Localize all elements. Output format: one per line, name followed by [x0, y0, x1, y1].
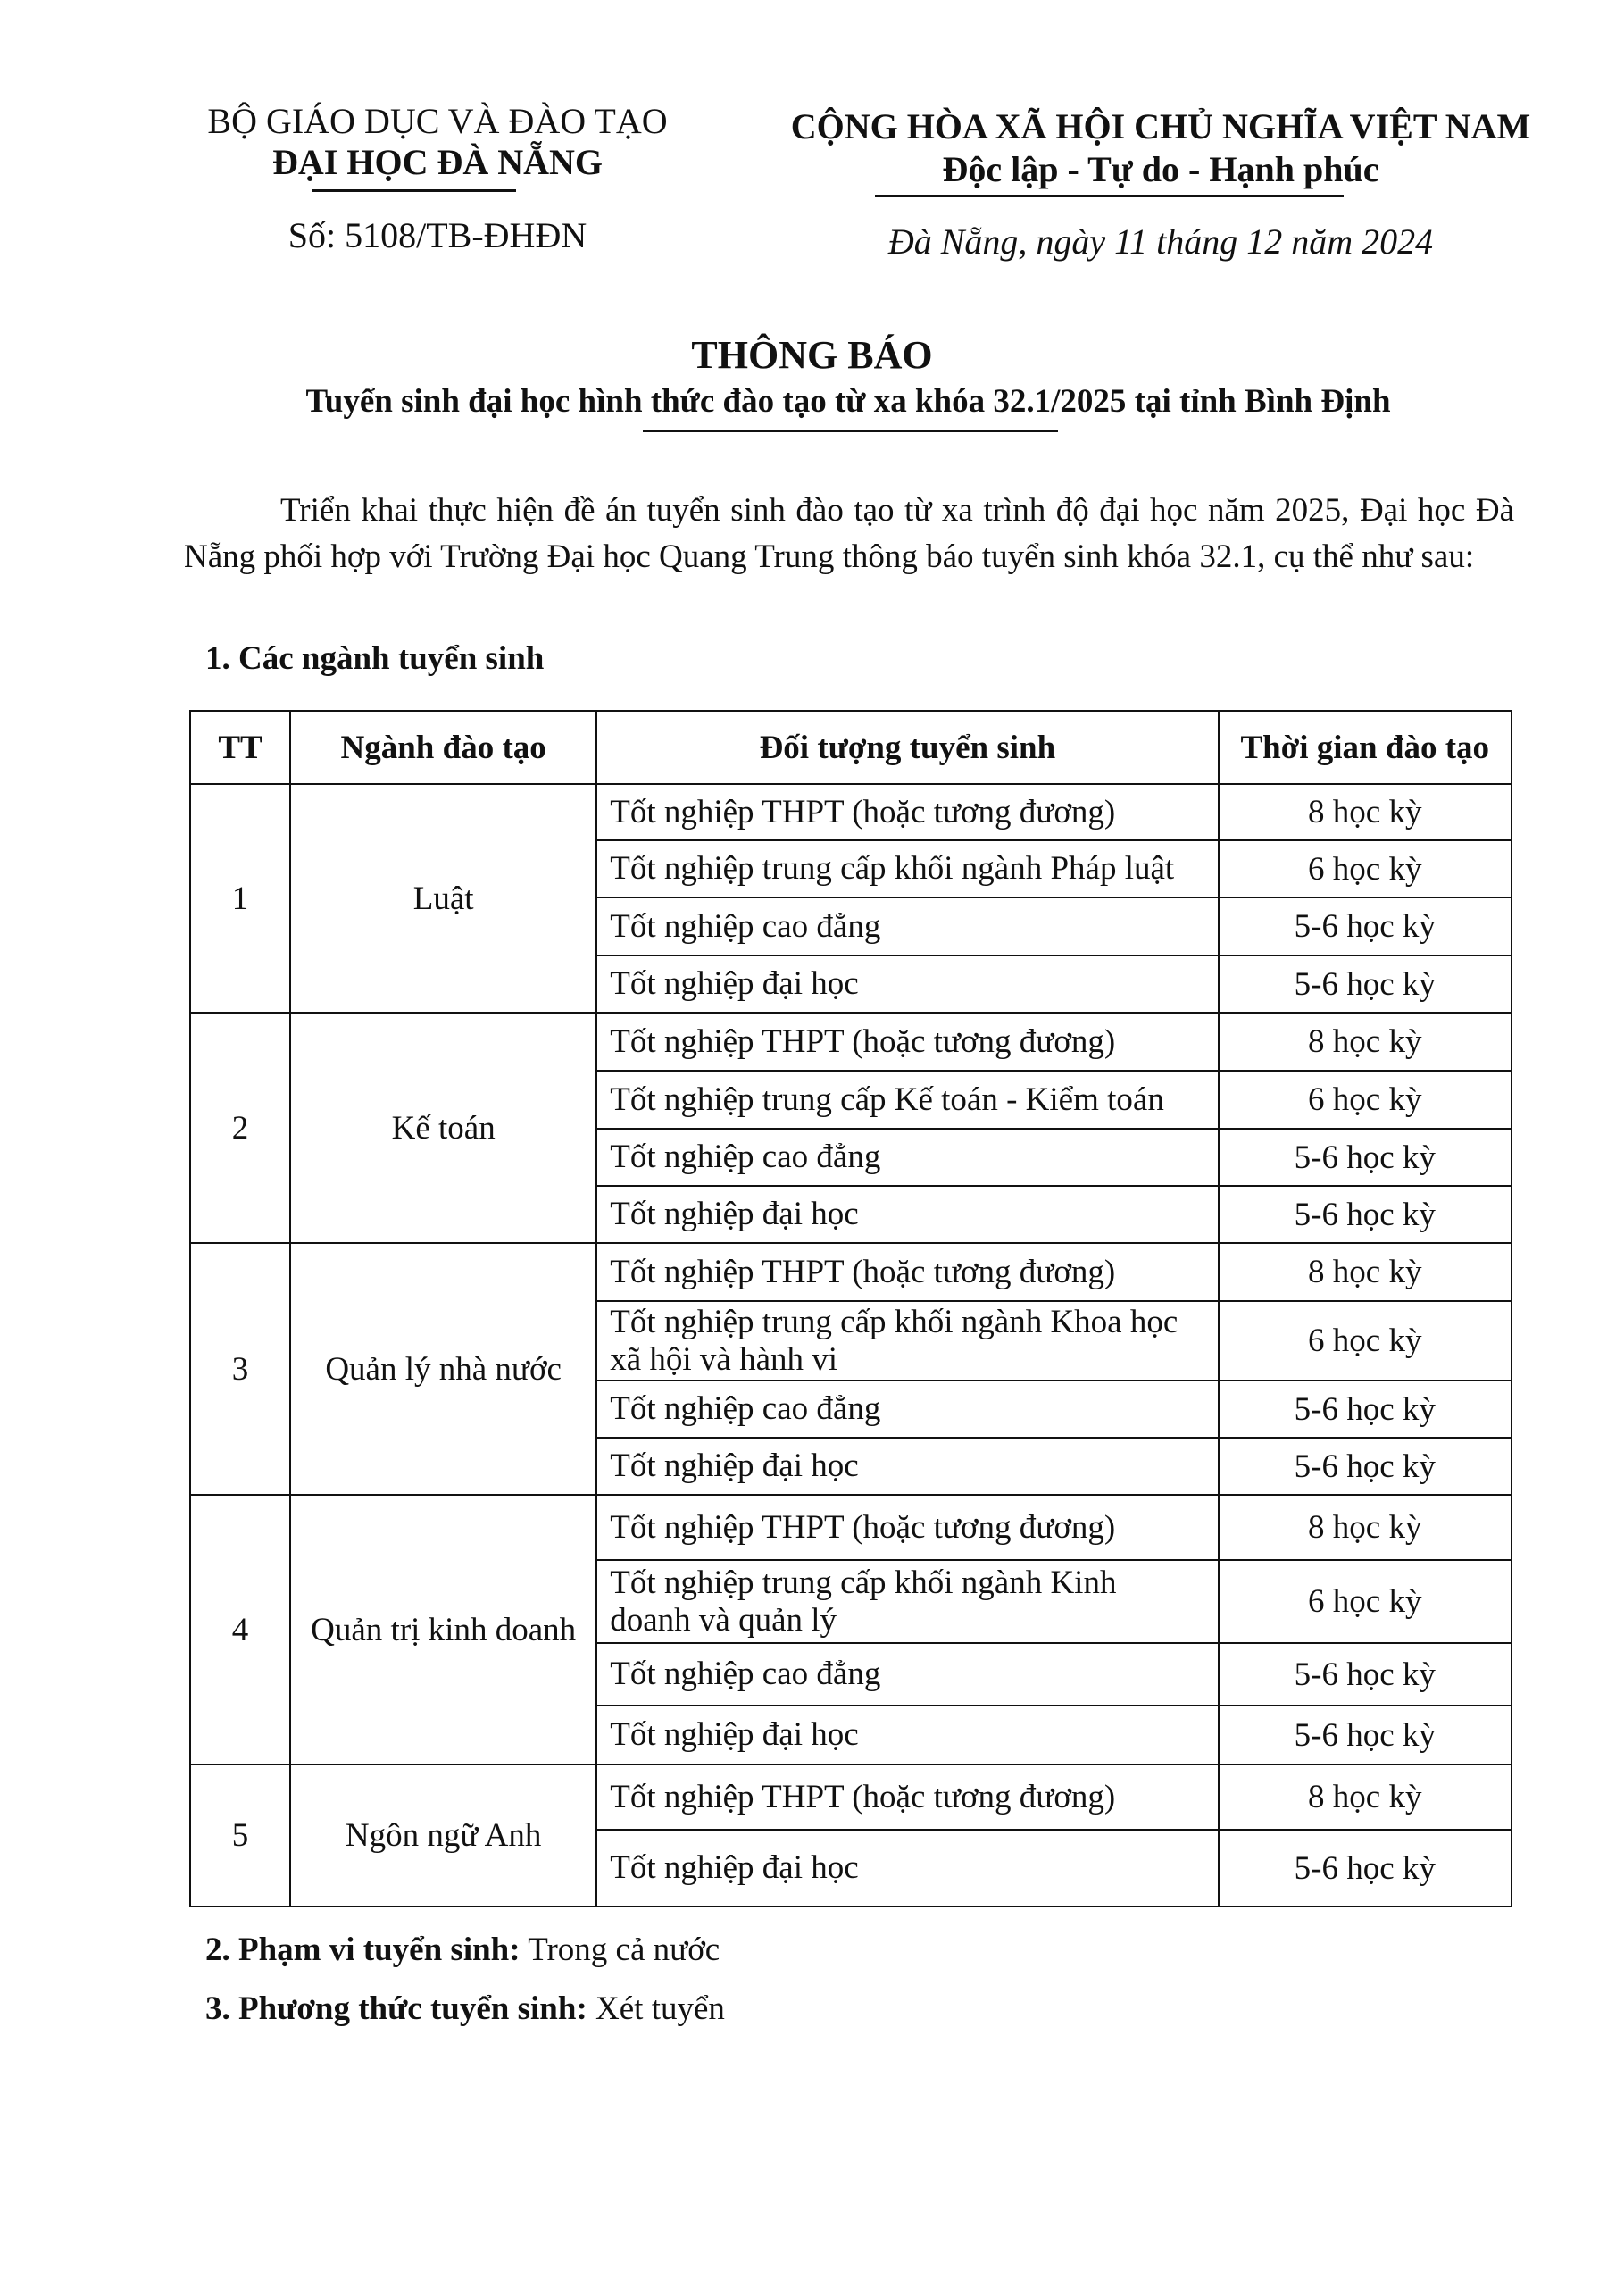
major-name: Kế toán	[290, 1013, 596, 1243]
target-cell: Tốt nghiệp THPT (hoặc tương đương)	[596, 1013, 1218, 1071]
table-header-row	[190, 711, 1512, 784]
target-cell: Tốt nghiệp cao đẳng	[596, 897, 1218, 955]
majors-table	[189, 710, 1512, 1907]
target-cell: Tốt nghiệp THPT (hoặc tương đương)	[596, 784, 1218, 840]
section-1-heading: 1. Các ngành tuyển sinh	[205, 640, 545, 677]
place-date: Đà Nẵng, ngày 11 tháng 12 năm 2024	[887, 221, 1434, 262]
target-cell: Tốt nghiệp cao đẳng	[596, 1643, 1218, 1706]
document-subtitle: Tuyển sinh đại học hình thức đào tạo từ xa khóa 32.1/2025 tại tỉnh Bình Định	[305, 383, 1391, 420]
target-cell: Tốt nghiệp THPT (hoặc tương đương)	[596, 1495, 1218, 1560]
row-number: 2	[190, 1013, 290, 1243]
row-number: 4	[190, 1495, 290, 1765]
duration-cell: 5-6 học kỳ	[1219, 1129, 1512, 1186]
duration-cell: 5-6 học kỳ	[1219, 1381, 1512, 1438]
target-cell: Tốt nghiệp cao đẳng	[596, 1129, 1218, 1186]
table-row	[190, 1495, 1512, 1560]
duration-cell: 5-6 học kỳ	[1219, 1830, 1512, 1906]
duration-cell: 6 học kỳ	[1219, 1301, 1512, 1381]
document-number: Số: 5108/TB-ĐHĐN	[287, 215, 587, 255]
national-motto: Độc lập - Tự do - Hạnh phúc	[942, 149, 1379, 189]
major-name: Quản trị kinh doanh	[290, 1495, 596, 1765]
table-row	[190, 784, 1512, 840]
target-cell: Tốt nghiệp đại học	[596, 1186, 1218, 1243]
duration-cell: 5-6 học kỳ	[1219, 1643, 1512, 1706]
major-name: Ngôn ngữ Anh	[290, 1765, 596, 1906]
row-number: 3	[190, 1243, 290, 1495]
target-cell: Tốt nghiệp đại học	[596, 955, 1218, 1013]
target-cell: Tốt nghiệp THPT (hoặc tương đương)	[596, 1243, 1218, 1301]
university-name: ĐẠI HỌC ĐÀ NẴNG	[272, 142, 603, 182]
ministry-name: BỘ GIÁO DỤC VÀ ĐÀO TẠO	[207, 101, 668, 141]
target-cell: Tốt nghiệp trung cấp khối ngành Khoa học xã hội và hành vi	[596, 1301, 1218, 1381]
motto-underline	[875, 195, 1344, 197]
header-duration: Thời gian đào tạo	[1219, 711, 1512, 784]
duration-cell: 8 học kỳ	[1219, 1243, 1512, 1301]
country-name: CỘNG HÒA XÃ HỘI CHỦ NGHĨA VIỆT NAM	[790, 106, 1531, 146]
duration-cell: 5-6 học kỳ	[1219, 1186, 1512, 1243]
target-cell: Tốt nghiệp đại học	[596, 1830, 1218, 1906]
header-target: Đối tượng tuyển sinh	[596, 711, 1218, 784]
university-underline	[312, 189, 516, 192]
target-cell: Tốt nghiệp đại học	[596, 1438, 1218, 1495]
target-cell: Tốt nghiệp trung cấp khối ngành Kinh doanh và quản lý	[596, 1560, 1218, 1643]
table-row	[190, 1013, 1512, 1071]
target-cell: Tốt nghiệp cao đẳng	[596, 1381, 1218, 1438]
duration-cell: 6 học kỳ	[1219, 1071, 1512, 1129]
target-cell: Tốt nghiệp trung cấp Kế toán - Kiểm toán	[596, 1071, 1218, 1129]
header-tt: TT	[190, 711, 290, 784]
duration-cell: 5-6 học kỳ	[1219, 955, 1512, 1013]
target-cell: Tốt nghiệp trung cấp khối ngành Pháp luật	[596, 840, 1218, 897]
target-cell: Tốt nghiệp THPT (hoặc tương đương)	[596, 1765, 1218, 1830]
section-3	[205, 1990, 725, 2028]
header-major: Ngành đào tạo	[290, 711, 596, 784]
section-2-value: Trong cả nước	[528, 1931, 720, 1968]
row-number: 1	[190, 784, 290, 1013]
section-3-label: 3. Phương thức tuyển sinh:	[205, 1990, 587, 2027]
duration-cell: 8 học kỳ	[1219, 1013, 1512, 1071]
duration-cell: 5-6 học kỳ	[1219, 1438, 1512, 1495]
table-row	[190, 1243, 1512, 1301]
duration-cell: 8 học kỳ	[1219, 1765, 1512, 1830]
duration-cell: 8 học kỳ	[1219, 1495, 1512, 1560]
section-2-label: 2. Phạm vi tuyển sinh:	[205, 1931, 521, 1968]
document-title: THÔNG BÁO	[691, 333, 933, 377]
target-cell: Tốt nghiệp đại học	[596, 1706, 1218, 1765]
intro-paragraph: Triển khai thực hiện đề án tuyển sinh đào tạo từ xa trình độ đại học năm 2025, Đại học Đà Nẵng phối hợp với Trường Đại học Quang Trung thông báo tuyển sinh khóa 32.1, cụ thể như sau:	[184, 492, 1514, 575]
section-3-value: Xét tuyển	[595, 1990, 725, 2027]
section-2	[205, 1931, 720, 1969]
duration-cell: 6 học kỳ	[1219, 840, 1512, 897]
duration-cell: 5-6 học kỳ	[1219, 897, 1512, 955]
duration-cell: 8 học kỳ	[1219, 784, 1512, 840]
table-row	[190, 1765, 1512, 1830]
major-name: Quản lý nhà nước	[290, 1243, 596, 1495]
row-number: 5	[190, 1765, 290, 1906]
subtitle-underline	[643, 430, 1058, 432]
duration-cell: 6 học kỳ	[1219, 1560, 1512, 1643]
major-name: Luật	[290, 784, 596, 1013]
duration-cell: 5-6 học kỳ	[1219, 1706, 1512, 1765]
